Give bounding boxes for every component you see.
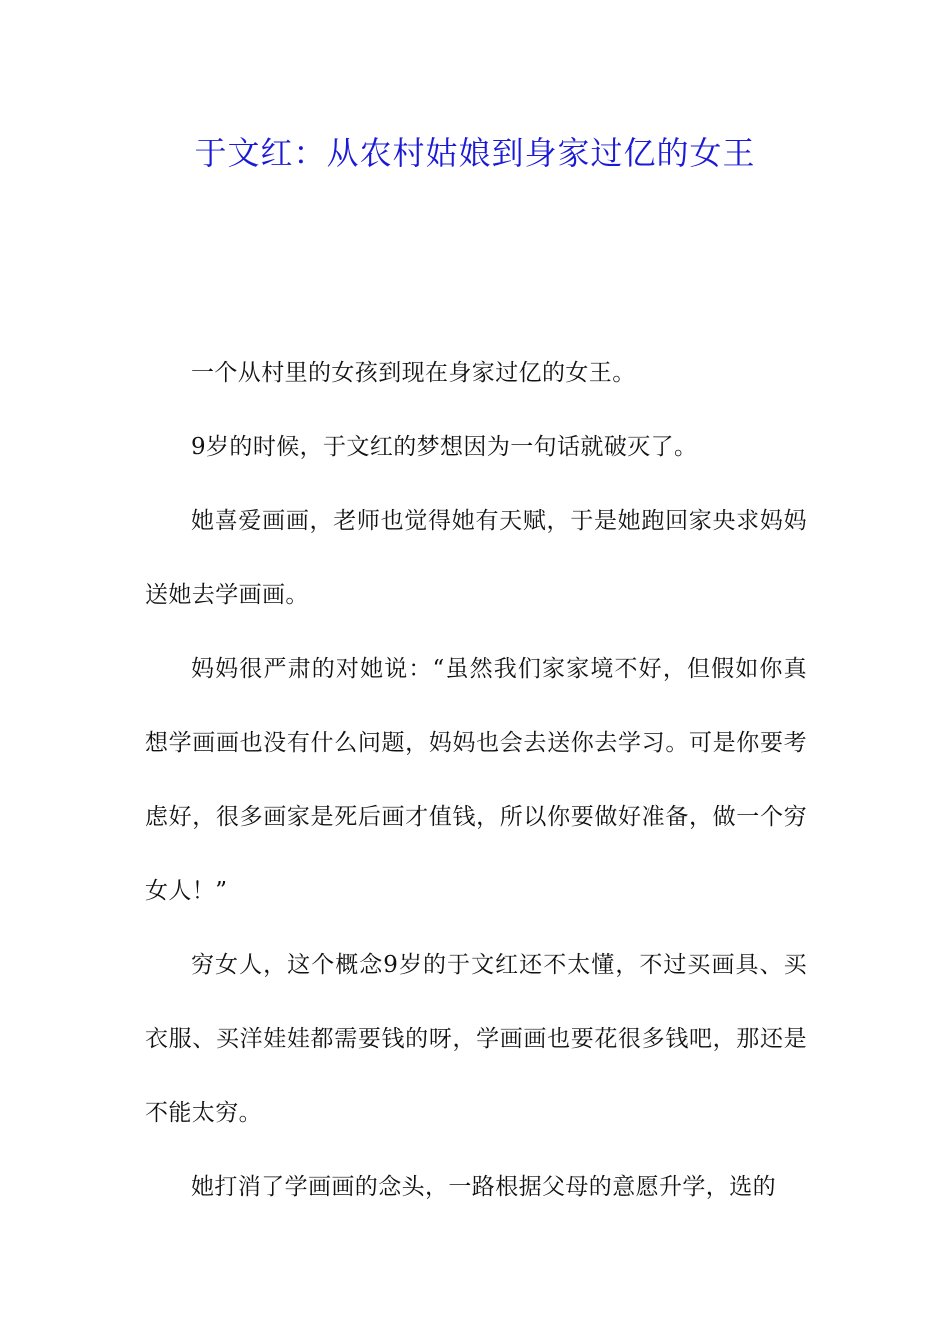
paragraph-3: 她喜爱画画，老师也觉得她有天赋，于是她跑回家央求妈妈送她去学画画。	[145, 508, 807, 608]
document-title: 于文红：从农村姑娘到身家过亿的女王	[194, 134, 756, 172]
document-body	[145, 336, 807, 1224]
paragraph-5: 穷女人，这个概念9岁的于文红还不太懂，不过买画具、买衣服、买洋娃娃都需要钱的呀，学画画也要花很多钱吧，那还是不能太穷。	[145, 952, 807, 1126]
paragraph-1: 一个从村里的女孩到现在身家过亿的女王。	[191, 360, 636, 386]
paragraph-2: 9岁的时候，于文红的梦想因为一句话就破灭了。	[191, 434, 698, 460]
paragraph-6: 她打消了学画画的念头，一路根据父母的意愿升学，选的	[191, 1174, 776, 1200]
paragraph-4: 妈妈很严肃的对她说：“虽然我们家家境不好，但假如你真想学画画也没有什么问题，妈妈也会去送你去学习。可是你要考虑好，很多画家是死后画才值钱，所以你要做好准备，做一个穷女人！”	[145, 656, 807, 904]
